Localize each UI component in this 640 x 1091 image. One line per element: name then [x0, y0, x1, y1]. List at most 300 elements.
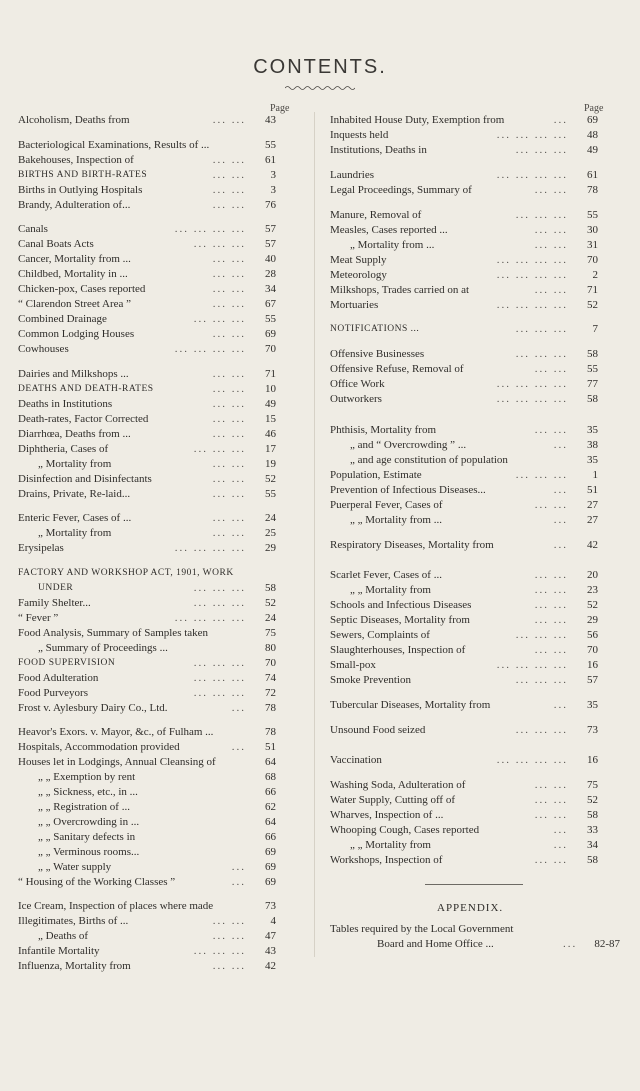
left-entry-leader-dots: ... ...: [212, 114, 246, 126]
right-entry-leader-dots: ... ... ... ...: [496, 659, 568, 671]
left-entry-label: Enteric Fever, Cases of ...: [18, 512, 132, 524]
right-entry: [330, 168, 598, 182]
right-entry-page: 55: [587, 363, 598, 375]
left-entry: [18, 511, 276, 525]
appendix-line-1: [330, 922, 620, 936]
left-entry-label: Food Adulteration: [18, 672, 99, 684]
right-entry-page: 58: [587, 393, 598, 405]
left-entry: [18, 770, 276, 784]
left-entry-page: 43: [265, 945, 276, 957]
right-entry: [330, 392, 598, 406]
right-entry-leader-dots: ... ...: [534, 794, 568, 806]
right-entry-leader-dots: ... ... ...: [515, 348, 568, 360]
right-entry-leader-dots: ... ... ... ...: [496, 299, 568, 311]
left-entry-label: Illegitimates, Births of ...: [18, 915, 129, 927]
right-entry: [330, 268, 598, 282]
right-entry: [330, 583, 598, 597]
right-entry-label: Scarlet Fever, Cases of ...: [330, 569, 442, 581]
right-entry: [330, 223, 598, 237]
left-entry-leader-dots: ... ... ...: [193, 238, 246, 250]
left-entry-page: 46: [265, 428, 276, 440]
right-entry-leader-dots: ...: [553, 699, 568, 711]
left-entry: [18, 237, 276, 251]
left-entry-page: 55: [265, 313, 276, 325]
right-entry-label: Inquests held: [330, 129, 389, 141]
right-entry-page: 49: [587, 144, 598, 156]
right-entry-leader-dots: ... ... ... ...: [496, 269, 568, 281]
left-entry-leader-dots: ... ... ...: [193, 443, 246, 455]
right-entry-page: 29: [587, 614, 598, 626]
left-entry-page: 62: [265, 801, 276, 813]
right-entry-page: 34: [587, 839, 598, 851]
left-entry: [18, 222, 276, 236]
left-entry: [18, 611, 276, 625]
left-entry: [18, 252, 276, 266]
left-entry-page: 3: [270, 184, 276, 196]
left-entry-label: BIRTHS AND BIRTH-RATES: [18, 170, 148, 180]
right-entry-page: 20: [587, 569, 598, 581]
left-entry-page: 64: [265, 756, 276, 768]
right-entry-leader-dots: ... ... ...: [515, 629, 568, 641]
right-page-heading: Page: [584, 103, 604, 114]
right-entry-page: 70: [587, 254, 598, 266]
left-entry: [18, 113, 276, 127]
left-entry: [18, 581, 276, 595]
right-entry-page: 35: [587, 454, 598, 466]
right-entry-leader-dots: ... ...: [534, 184, 568, 196]
right-entry-page: 27: [587, 514, 598, 526]
left-entry-page: 52: [265, 597, 276, 609]
left-entry-leader-dots: ... ...: [212, 512, 246, 524]
right-entry-label: Slaughterhouses, Inspection of: [330, 644, 466, 656]
left-entry-label: FACTORY AND WORKSHOP ACT, 1901, WORK: [18, 568, 234, 578]
right-entry-label: Sewers, Complaints of: [330, 629, 430, 641]
left-entry: [18, 487, 276, 501]
left-entry-page: 76: [265, 199, 276, 211]
right-entry-label: Water Supply, Cutting off of: [330, 794, 455, 806]
left-entry-page: 57: [265, 238, 276, 250]
right-entry-label: „ „ Mortality from: [350, 839, 431, 851]
left-entry-page: 68: [265, 771, 276, 783]
left-entry: [18, 427, 276, 441]
right-entry: [330, 238, 598, 252]
left-entry-page: 78: [265, 726, 276, 738]
left-entry-leader-dots: ... ...: [212, 184, 246, 196]
right-entry-label: Offensive Businesses: [330, 348, 425, 360]
left-entry-page: 24: [265, 512, 276, 524]
right-entry-page: 57: [587, 674, 598, 686]
left-entry: [18, 153, 276, 167]
right-entry-page: 27: [587, 499, 598, 511]
right-entry: [330, 698, 598, 712]
right-entry: [330, 208, 598, 222]
left-entry: [18, 382, 276, 396]
left-entry-page: 73: [265, 900, 276, 912]
left-entry: [18, 457, 276, 471]
left-entry-label: „ „ Water supply: [38, 861, 112, 873]
left-entry-label: Influenza, Mortality from: [18, 960, 131, 972]
left-entry-label: Alcoholism, Deaths from: [18, 114, 130, 126]
right-entry-leader-dots: ... ... ... ...: [496, 129, 568, 141]
left-entry: [18, 412, 276, 426]
right-entry-label: Meat Supply: [330, 254, 387, 266]
right-entry-label: Unsound Food seized: [330, 724, 426, 736]
left-entry-leader-dots: ... ... ... ...: [174, 223, 246, 235]
left-entry-label: Ice Cream, Inspection of places where made: [18, 900, 214, 912]
right-entry-page: 16: [587, 659, 598, 671]
left-entry-label: Childbed, Mortality in ...: [18, 268, 128, 280]
right-entry-page: 30: [587, 224, 598, 236]
right-entry-label: Office Work: [330, 378, 385, 390]
right-entry: [330, 143, 598, 157]
left-entry-leader-dots: ... ... ... ...: [174, 343, 246, 355]
right-entry-page: 78: [587, 184, 598, 196]
right-entry-leader-dots: ... ...: [534, 644, 568, 656]
left-entry-label: Heavor's Exors. v. Mayor, &c., of Fulham ...: [18, 726, 214, 738]
left-entry-leader-dots: ... ... ...: [193, 597, 246, 609]
left-entry: [18, 875, 276, 889]
left-entry-leader-dots: ... ...: [212, 253, 246, 265]
left-entry-leader-dots: ... ... ...: [193, 672, 246, 684]
left-entry-label: Brandy, Adulteration of...: [18, 199, 131, 211]
right-entry-leader-dots: ... ...: [534, 239, 568, 251]
right-entry-page: 69: [587, 114, 598, 126]
right-entry-leader-dots: ...: [553, 439, 568, 451]
title-ornament-icon: [285, 85, 355, 91]
right-entry-leader-dots: ... ... ... ...: [496, 254, 568, 266]
right-entry-page: 7: [592, 323, 598, 335]
right-entry: [330, 838, 598, 852]
left-entry-label: Dairies and Milkshops ...: [18, 368, 129, 380]
right-entry-label: Phthisis, Mortality from: [330, 424, 437, 436]
left-entry-label: Diarrhœa, Deaths from ...: [18, 428, 131, 440]
right-entry-page: 16: [587, 754, 598, 766]
left-entry-page: 10: [265, 383, 276, 395]
left-entry-leader-dots: ... ...: [212, 930, 246, 942]
left-entry: [18, 686, 276, 700]
right-entry-page: 31: [587, 239, 598, 251]
right-entry-label: Inhabited House Duty, Exemption from: [330, 114, 505, 126]
left-entry: [18, 526, 276, 540]
right-entry-label: Vaccination: [330, 754, 382, 766]
left-entry-label: Canal Boats Acts: [18, 238, 94, 250]
right-entry-label: Outworkers: [330, 393, 382, 405]
left-entry-label: „ Deaths of: [38, 930, 89, 942]
right-entry-leader-dots: ... ...: [534, 584, 568, 596]
left-entry-leader-dots: ...: [231, 741, 246, 753]
right-entry: [330, 673, 598, 687]
right-entry: [330, 538, 598, 552]
left-entry-label: Canals: [18, 223, 48, 235]
right-entry-leader-dots: ... ...: [534, 854, 568, 866]
left-entry: [18, 944, 276, 958]
appendix-page: 82-87: [594, 938, 620, 950]
left-entry-page: 42: [265, 960, 276, 972]
left-entry-leader-dots: ... ...: [212, 527, 246, 539]
left-entry: [18, 596, 276, 610]
left-entry-page: 80: [265, 642, 276, 654]
left-entry-page: 66: [265, 786, 276, 798]
right-entry: [330, 183, 598, 197]
right-entry-label: Respiratory Diseases, Mortality from: [330, 539, 494, 551]
left-entry: [18, 442, 276, 456]
left-entry: [18, 641, 276, 655]
right-entry-leader-dots: ... ... ...: [515, 724, 568, 736]
right-entry-leader-dots: ...: [553, 514, 568, 526]
right-entry-page: 2: [592, 269, 598, 281]
right-entry: [330, 778, 598, 792]
right-entry: [330, 808, 598, 822]
right-entry-label: Washing Soda, Adulteration of: [330, 779, 466, 791]
left-entry: [18, 725, 276, 739]
right-entry-label: Institutions, Deaths in: [330, 144, 427, 156]
right-entry: [330, 298, 598, 312]
left-entry: [18, 830, 276, 844]
right-entry: [330, 568, 598, 582]
left-entry-leader-dots: ... ...: [212, 915, 246, 927]
right-entry-leader-dots: ... ...: [534, 809, 568, 821]
left-entry-page: 58: [265, 582, 276, 594]
left-entry-leader-dots: ... ...: [212, 428, 246, 440]
left-entry-label: DEATHS AND DEATH-RATES: [18, 384, 154, 394]
left-entry: [18, 297, 276, 311]
right-entry-page: 52: [587, 794, 598, 806]
right-entry-label: „ „ Mortality from: [350, 584, 431, 596]
left-entry-page: 29: [265, 542, 276, 554]
left-entry-leader-dots: ... ... ...: [193, 582, 246, 594]
left-entry: [18, 397, 276, 411]
left-entry-leader-dots: ... ... ...: [193, 945, 246, 957]
left-entry-page: 24: [265, 612, 276, 624]
left-entry-page: 64: [265, 816, 276, 828]
left-entry-label: „ „ Sickness, etc., in ...: [38, 786, 138, 798]
right-entry-leader-dots: ... ...: [534, 779, 568, 791]
right-entry-label: „ „ Mortality from ...: [350, 514, 442, 526]
left-entry-leader-dots: ... ...: [212, 199, 246, 211]
right-entry: [330, 128, 598, 142]
right-entry-page: 35: [587, 699, 598, 711]
right-entry: [330, 453, 598, 467]
left-entry-label: Diphtheria, Cases of: [18, 443, 109, 455]
left-entry-leader-dots: ... ...: [212, 298, 246, 310]
left-entry-page: 51: [265, 741, 276, 753]
left-entry-label: FOOD SUPERVISION: [18, 658, 116, 668]
left-entry-page: 34: [265, 283, 276, 295]
right-entry-page: 1: [592, 469, 598, 481]
left-entry-page: 17: [265, 443, 276, 455]
right-entry-label: Wharves, Inspection of ...: [330, 809, 444, 821]
right-entry-leader-dots: ... ...: [534, 363, 568, 375]
left-entry: [18, 860, 276, 874]
left-entry: [18, 671, 276, 685]
left-entry-leader-dots: ... ... ... ...: [174, 542, 246, 554]
left-entry: [18, 138, 276, 152]
right-entry-label: „ and age constitution of population: [350, 454, 508, 466]
right-entry-label: Laundries: [330, 169, 374, 181]
right-entry-label: Small-pox: [330, 659, 376, 671]
left-entry-label: „ „ Exemption by rent: [38, 771, 136, 783]
left-entry: [18, 785, 276, 799]
right-entry-label: „ and “ Overcrowding ” ...: [350, 439, 467, 451]
right-entry: [330, 377, 598, 391]
left-entry-leader-dots: ... ... ... ...: [174, 612, 246, 624]
right-entry-label: Measles, Cases reported ...: [330, 224, 448, 236]
left-entry-page: 67: [265, 298, 276, 310]
left-entry: [18, 815, 276, 829]
left-entry: [18, 755, 276, 769]
right-entry-label: Prevention of Infectious Diseases...: [330, 484, 486, 496]
right-entry-leader-dots: ... ... ...: [515, 144, 568, 156]
left-entry: [18, 342, 276, 356]
appendix-line-2-text: Board and Home Office ...: [377, 938, 494, 950]
left-entry-leader-dots: ...: [231, 861, 246, 873]
left-entry-label: Food Analysis, Summary of Samples taken: [18, 627, 209, 639]
left-entry-leader-dots: ... ...: [212, 413, 246, 425]
left-entry-page: 28: [265, 268, 276, 280]
left-entry: [18, 168, 276, 182]
right-entry: [330, 753, 598, 767]
left-entry-page: 19: [265, 458, 276, 470]
right-entry: [330, 628, 598, 642]
right-entry: [330, 253, 598, 267]
right-entry-leader-dots: ... ... ...: [515, 674, 568, 686]
right-entry: [330, 347, 598, 361]
right-entry-label: Mortuaries: [330, 299, 379, 311]
right-entry: [330, 438, 598, 452]
left-entry-page: 47: [265, 930, 276, 942]
right-entry-label: NOTIFICATIONS ...: [330, 324, 420, 334]
right-entry-page: 48: [587, 129, 598, 141]
left-entry-label: “ Fever ”: [18, 612, 59, 624]
left-entry-page: 25: [265, 527, 276, 539]
right-entry-label: Population, Estimate: [330, 469, 422, 481]
left-entry: [18, 929, 276, 943]
right-entry-leader-dots: ... ... ... ...: [496, 378, 568, 390]
left-entry-page: 69: [265, 876, 276, 888]
column-divider: [314, 112, 315, 957]
left-entry-page: 78: [265, 702, 276, 714]
right-entry-page: 23: [587, 584, 598, 596]
left-entry-page: 49: [265, 398, 276, 410]
left-entry-label: Cowhouses: [18, 343, 69, 355]
left-entry-page: 69: [265, 846, 276, 858]
right-entry-page: 56: [587, 629, 598, 641]
left-entry-page: 55: [265, 139, 276, 151]
left-entry-label: Hospitals, Accommodation provided: [18, 741, 180, 753]
left-entry: [18, 959, 276, 973]
left-entry: [18, 566, 276, 580]
right-entry-page: 42: [587, 539, 598, 551]
left-entry-label: Cancer, Mortality from ...: [18, 253, 131, 265]
left-entry-leader-dots: ... ...: [212, 169, 246, 181]
left-entry: [18, 367, 276, 381]
right-entry-leader-dots: ... ... ... ...: [496, 169, 568, 181]
left-entry-page: 75: [265, 627, 276, 639]
left-entry: [18, 800, 276, 814]
left-entry-leader-dots: ... ...: [212, 458, 246, 470]
right-entry-leader-dots: ... ...: [534, 614, 568, 626]
left-entry-label: Common Lodging Houses: [18, 328, 135, 340]
right-entry-page: 58: [587, 809, 598, 821]
right-entry-page: 51: [587, 484, 598, 496]
right-entry-label: Workshops, Inspection of: [330, 854, 443, 866]
right-entry-label: Schools and Infectious Diseases: [330, 599, 472, 611]
right-entry: [330, 113, 598, 127]
left-entry-page: 52: [265, 473, 276, 485]
left-entry-page: 71: [265, 368, 276, 380]
right-entry-label: Milkshops, Trades carried on at: [330, 284, 470, 296]
left-entry-leader-dots: ... ... ...: [193, 313, 246, 325]
left-entry-leader-dots: ... ...: [212, 268, 246, 280]
left-entry-page: 61: [265, 154, 276, 166]
left-entry-page: 15: [265, 413, 276, 425]
right-entry: [330, 613, 598, 627]
left-entry-page: 4: [270, 915, 276, 927]
right-entry-page: 55: [587, 209, 598, 221]
left-entry: [18, 327, 276, 341]
right-entry-leader-dots: ...: [553, 114, 568, 126]
left-entry: [18, 701, 276, 715]
right-entry-page: 58: [587, 348, 598, 360]
right-entry: [330, 423, 598, 437]
right-entry: [330, 362, 598, 376]
right-entry-page: 77: [587, 378, 598, 390]
right-entry: [330, 658, 598, 672]
left-entry: [18, 845, 276, 859]
left-entry-label: Bakehouses, Inspection of: [18, 154, 134, 166]
left-entry-leader-dots: ... ...: [212, 368, 246, 380]
left-entry: [18, 183, 276, 197]
left-entry-label: “ Housing of the Working Classes ”: [18, 876, 176, 888]
left-entry-label: Houses let in Lodgings, Annual Cleansing of: [18, 756, 216, 768]
right-entry-label: Whooping Cough, Cases reported: [330, 824, 480, 836]
right-entry-leader-dots: ... ...: [534, 569, 568, 581]
left-entry-label: Death-rates, Factor Corrected: [18, 413, 149, 425]
right-entry-leader-dots: ... ... ...: [515, 469, 568, 481]
left-entry-label: Bacteriological Examinations, Results of ...: [18, 139, 210, 151]
right-entry: [330, 468, 598, 482]
right-entry: [330, 643, 598, 657]
appendix-line-2: [377, 937, 620, 951]
left-entry-leader-dots: ... ... ...: [193, 687, 246, 699]
left-entry-page: 74: [265, 672, 276, 684]
right-entry: [330, 823, 598, 837]
right-entry-leader-dots: ... ...: [534, 424, 568, 436]
page-title: CONTENTS.: [253, 56, 387, 78]
left-entry-label: Chicken-pox, Cases reported: [18, 283, 146, 295]
left-entry-leader-dots: ... ...: [212, 488, 246, 500]
right-entry-page: 75: [587, 779, 598, 791]
left-entry-leader-dots: ...: [231, 702, 246, 714]
right-entry: [330, 598, 598, 612]
right-entry-page: 35: [587, 424, 598, 436]
left-entry-label: Food Purveyors: [18, 687, 88, 699]
right-entry-label: Manure, Removal of: [330, 209, 422, 221]
left-entry-page: 40: [265, 253, 276, 265]
left-entry: [18, 282, 276, 296]
left-entry-page: 43: [265, 114, 276, 126]
left-entry-page: 55: [265, 488, 276, 500]
left-entry-label: Combined Drainage: [18, 313, 107, 325]
right-entry-leader-dots: ... ... ...: [515, 209, 568, 221]
left-entry-leader-dots: ... ...: [212, 398, 246, 410]
right-entry: [330, 283, 598, 297]
left-entry-label: „ Mortality from: [38, 527, 112, 539]
right-entry-leader-dots: ... ... ... ...: [496, 393, 568, 405]
left-entry-label: „ „ Verminous rooms...: [38, 846, 140, 858]
left-entry-label: „ Mortality from: [38, 458, 112, 470]
right-entry: [330, 483, 598, 497]
